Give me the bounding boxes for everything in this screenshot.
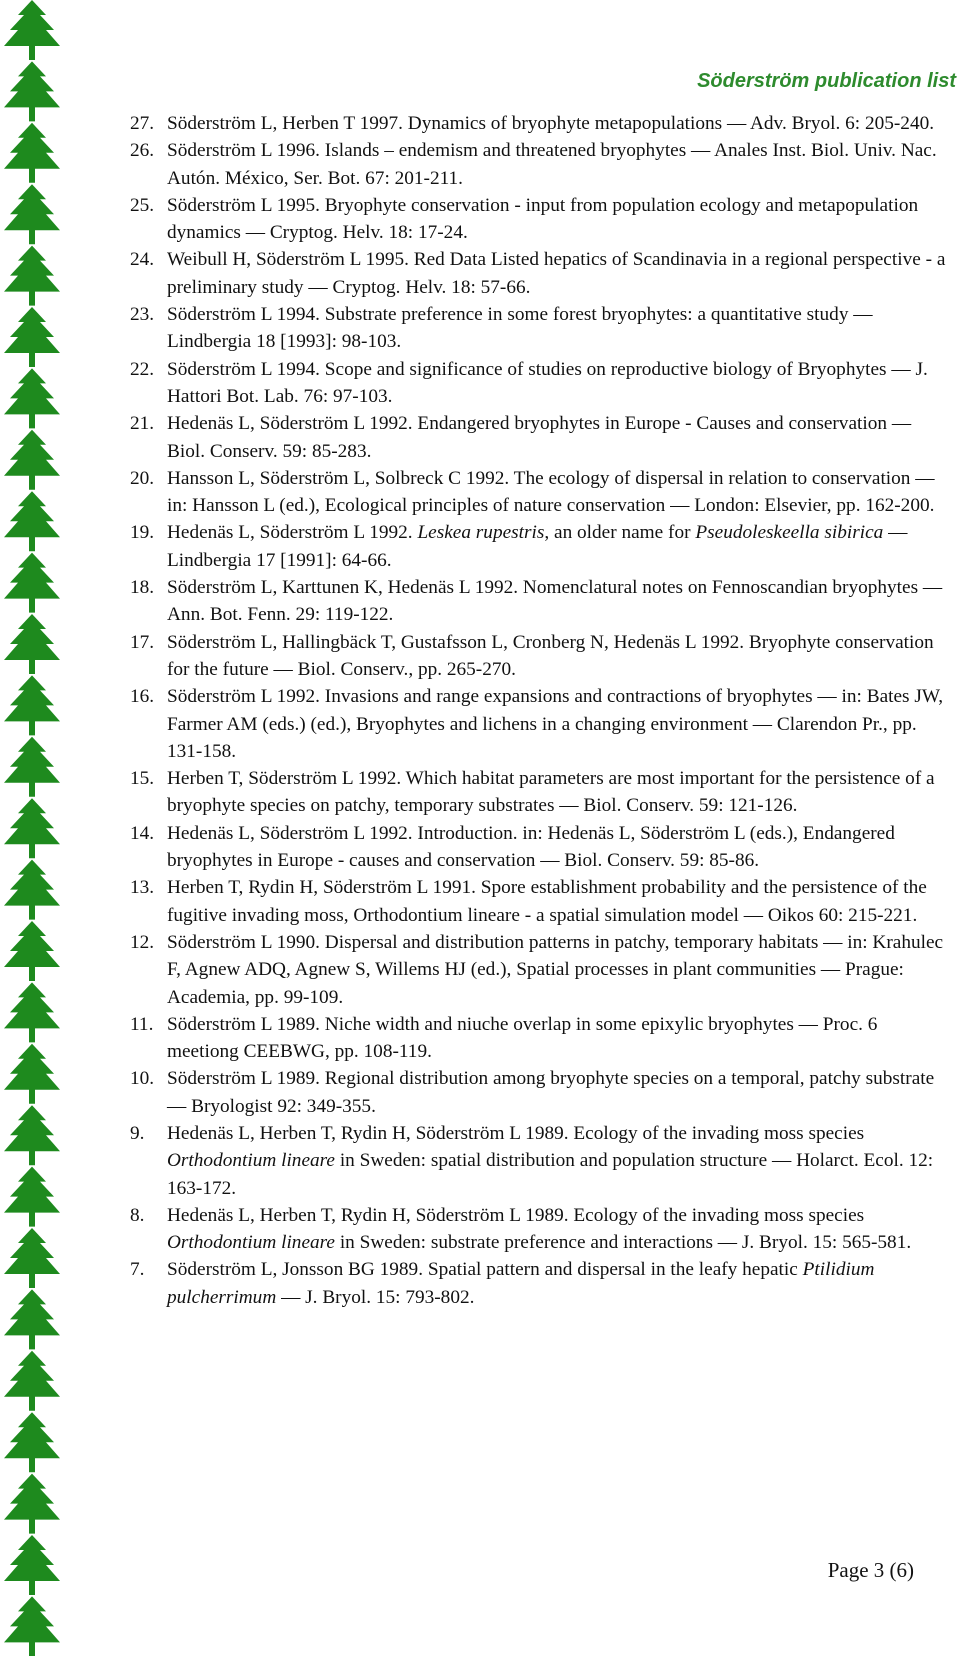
tree-border	[0, 0, 66, 1656]
fir-tree-icon	[4, 1474, 60, 1534]
fir-tree-icon	[4, 921, 60, 981]
citation-text: Söderström L 1990. Dispersal and distribution patterns in patchy, temporary habitats — in: Krahulec F, Agnew ADQ, Agnew S, Willems HJ (ed.), Spatial processes in plant communities — Prague: Academia, pp. 99-109.	[167, 931, 944, 1008]
fir-tree-icon	[4, 860, 60, 920]
fir-tree-icon	[4, 1044, 60, 1104]
publication-number: 23.	[130, 304, 155, 326]
fir-tree-icon	[4, 614, 60, 674]
citation-text: Hedenäs L, Söderström L 1992. Endangered bryophytes in Europe - Causes and conservation — Biol. Conserv. 59: 85-283.	[167, 413, 912, 462]
fir-tree-icon	[4, 1105, 60, 1165]
publication-number: 8.	[130, 1204, 145, 1226]
publication-number: 13.	[130, 877, 155, 899]
publication-entry	[130, 356, 950, 411]
species-name: Orthodontium lineare	[167, 1150, 335, 1172]
fir-tree-icon	[4, 61, 60, 121]
fir-tree-icon	[4, 491, 60, 551]
fir-tree-icon	[4, 0, 60, 60]
citation-text: Weibull H, Söderström L 1995. Red Data Listed hepatics of Scandinavia in a regional perspective - a preliminary study — Cryptog. Helv. 18: 57-66.	[167, 249, 946, 298]
citation-text: Söderström L 1992. Invasions and range expansions and contractions of bryophytes — in: Bates JW, Farmer AM (eds.) (ed.), Bryophytes and lichens in a changing environment — Clarendon Pr., pp. 131-158.	[167, 686, 944, 762]
publication-number: 14.	[130, 822, 155, 844]
fir-tree-icon	[4, 123, 60, 183]
publication-entry	[130, 301, 950, 356]
publication-number: 26.	[130, 140, 155, 162]
publication-entry	[130, 137, 950, 192]
fir-tree-icon	[4, 368, 60, 428]
citation-text: Söderström L, Jonsson BG 1989. Spatial pattern and dispersal in the leafy hepatic	[167, 1259, 803, 1281]
citation-text: Söderström L 1989. Regional distribution among bryophyte species on a temporal, patchy substrate — Bryologist 92: 349-355.	[167, 1068, 935, 1117]
citation-text: Herben T, Rydin H, Söderström L 1991. Spore establishment probability and the persistence of the fugitive invading moss, Orthodontium lineare - a spatial simulation model — Oikos 60: 215-221.	[167, 877, 927, 926]
publication-number: 7.	[130, 1259, 145, 1281]
publication-entry	[130, 246, 950, 301]
publication-entry	[130, 1011, 950, 1066]
species-name: Leskea rupestris	[417, 522, 545, 544]
publication-number: 15.	[130, 768, 155, 790]
publication-entry	[130, 465, 950, 520]
publication-number: 10.	[130, 1068, 155, 1090]
fir-tree-icon	[4, 1535, 60, 1595]
publication-entry	[130, 1256, 950, 1311]
citation-text: Hedenäs L, Herben T, Rydin H, Söderström L 1989. Ecology of the invading moss species	[167, 1122, 865, 1144]
citation-text: in Sweden: spatial distribution and population structure — Holarct. Ecol. 12: 163-172.	[167, 1150, 934, 1199]
publication-entry	[130, 110, 950, 137]
fir-tree-icon	[4, 1289, 60, 1349]
species-name: Ptilidium pulcherrimum	[167, 1259, 875, 1308]
publication-number: 12.	[130, 931, 155, 953]
fir-tree-icon	[4, 307, 60, 367]
page-number: Page 3 (6)	[827, 1558, 914, 1582]
fir-tree-icon	[4, 1412, 60, 1472]
publication-number: 20.	[130, 467, 155, 489]
citation-text: Hedenäs L, Söderström L 1992.	[167, 522, 418, 544]
publication-number: 17.	[130, 631, 155, 653]
publication-number: 25.	[130, 194, 155, 216]
citation-text: Hansson L, Söderström L, Solbreck C 1992. The ecology of dispersal in relation to conservation — in: Hansson L (ed.), Ecological principles of nature conservation — London: Elsevier, pp. 162-200.	[167, 467, 935, 517]
fir-tree-icon	[4, 1351, 60, 1411]
publication-number: 21.	[130, 413, 155, 435]
publication-entry	[130, 1120, 950, 1202]
citation-text: Söderström L 1989. Niche width and niuche overlap in some epixylic bryophytes — Proc. 6 meetiong CEEBWG, pp. 108-119.	[167, 1013, 878, 1063]
fir-tree-icon	[4, 1596, 60, 1656]
publication-number: 19.	[130, 522, 155, 544]
publication-number: 9.	[130, 1122, 145, 1144]
citation-text: , an older name for	[544, 522, 696, 544]
fir-tree-icon	[4, 246, 60, 306]
citation-text: — J. Bryol. 15: 793-802.	[276, 1286, 475, 1308]
citation-text: Söderström L 1994. Substrate preference in some forest bryophytes: a quantitative study — Lindbergia 18 [1993]: 98-103.	[167, 304, 873, 353]
publication-entry	[130, 629, 950, 684]
citation-text: Söderström L 1994. Scope and significance of studies on reproductive biology of Bryophytes — J. Hattori Bot. Lab. 76: 97-103.	[167, 358, 928, 407]
citation-text: Söderström L, Karttunen K, Hedenäs L 1992. Nomenclatural notes on Fennoscandian bryophytes — Ann. Bot. Fenn. 29: 119-122.	[167, 577, 943, 626]
citation-text: in Sweden: substrate preference and interactions — J. Bryol. 15: 565-581.	[335, 1232, 912, 1254]
citation-text: Söderström L, Hallingbäck T, Gustafsson L, Cronberg N, Hedenäs L 1992. Bryophyte conservation for the future — Biol. Conserv., pp. 265-270.	[167, 631, 934, 680]
publication-number: 22.	[130, 358, 155, 380]
fir-tree-icon	[4, 553, 60, 613]
publication-entry	[130, 1065, 950, 1120]
publication-number: 11.	[130, 1013, 154, 1035]
publication-entry	[130, 683, 950, 765]
citation-text: Hedenäs L, Herben T, Rydin H, Söderström L 1989. Ecology of the invading moss species	[167, 1204, 865, 1226]
citation-text: Söderström L 1996. Islands – endemism and threatened bryophytes — Anales Inst. Biol. Univ. Nac. Autón. México, Ser. Bot. 67: 201-211.	[167, 140, 937, 189]
citation-text: Hedenäs L, Söderström L 1992. Introduction. in: Hedenäs L, Söderström L (eds.), Endangered bryophytes in Europe - causes and conservation — Biol. Conserv. 59: 85-86.	[167, 822, 895, 872]
fir-tree-icon	[4, 982, 60, 1042]
fir-tree-icon	[4, 798, 60, 858]
fir-tree-icon	[4, 737, 60, 797]
fir-tree-icon	[4, 675, 60, 735]
citation-text: Söderström L 1995. Bryophyte conservation - input from population ecology and metapopulation dynamics — Cryptog. Helv. 18: 17-24.	[167, 194, 919, 244]
publication-number: 27.	[130, 113, 155, 134]
fir-tree-icon	[4, 1167, 60, 1227]
publication-list	[130, 110, 950, 1311]
publication-entry	[130, 820, 950, 875]
publication-entry	[130, 1202, 950, 1257]
publication-entry	[130, 874, 950, 929]
publication-entry	[130, 410, 950, 465]
page-title: Söderström publication list	[697, 70, 956, 92]
fir-tree-icon	[4, 1228, 60, 1288]
publication-number: 24.	[130, 249, 155, 271]
publication-entry	[130, 929, 950, 1011]
species-name: Orthodontium lineare	[167, 1232, 335, 1254]
fir-tree-icon	[4, 184, 60, 244]
species-name: Pseudoleskeella sibirica	[695, 522, 884, 544]
citation-text: Söderström L, Herben T 1997. Dynamics of bryophyte metapopulations — Adv. Bryol. 6: 205-240.	[167, 113, 935, 134]
publication-entry	[130, 192, 950, 247]
publication-entry	[130, 519, 950, 574]
publication-number: 16.	[130, 686, 155, 708]
citation-text: — Lindbergia 17 [1991]: 64-66.	[167, 522, 908, 571]
publication-number: 18.	[130, 577, 155, 599]
fir-tree-icon	[4, 430, 60, 490]
citation-text: Herben T, Söderström L 1992. Which habitat parameters are most important for the persistence of a bryophyte species on patchy, temporary substrates — Biol. Conserv. 59: 121-126.	[167, 768, 935, 817]
publication-entry	[130, 574, 950, 629]
publication-entry	[130, 765, 950, 820]
